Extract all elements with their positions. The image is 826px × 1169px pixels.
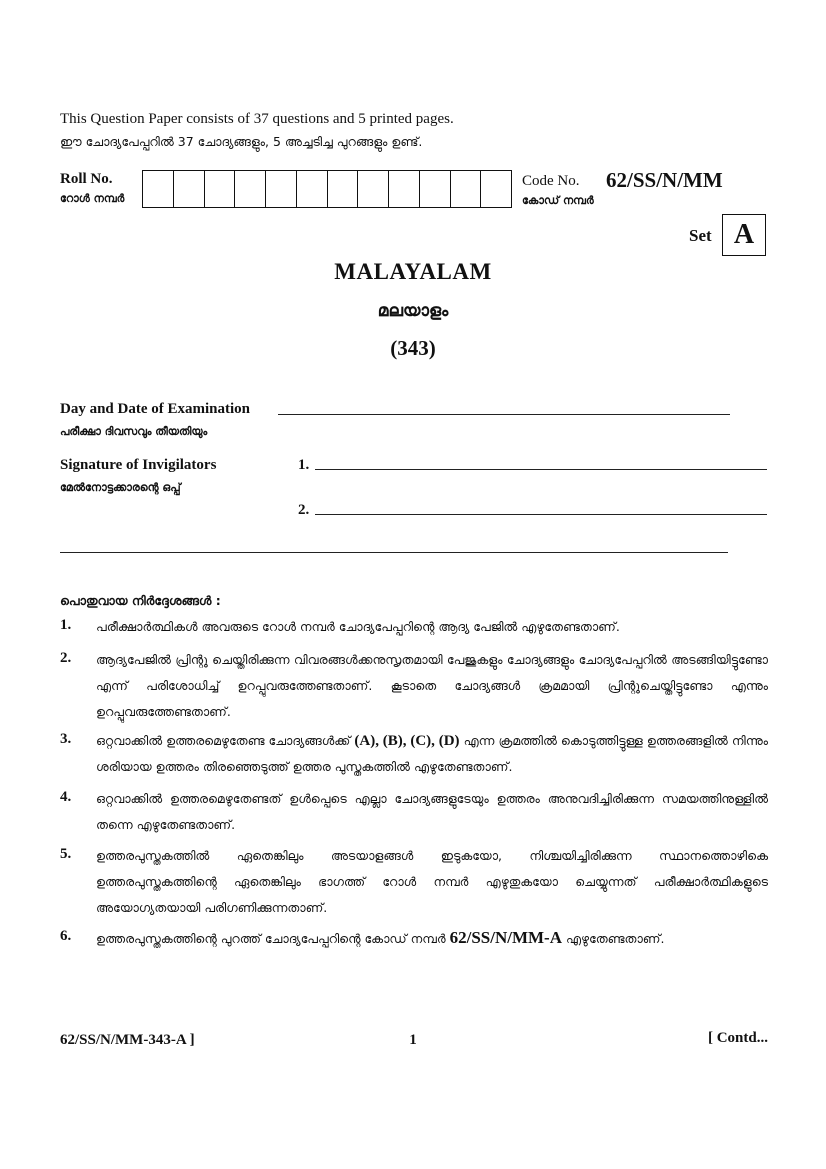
roll-number-boxes bbox=[142, 170, 512, 208]
instruction-2-number: 2. bbox=[60, 650, 72, 666]
intro-english: This Question Paper consists of 37 questions and 5 printed pages. bbox=[60, 111, 454, 127]
exam-date-label: Day and Date of Examination bbox=[60, 401, 251, 417]
roll-number-box[interactable] bbox=[235, 171, 266, 207]
instruction-6-code: 62/SS/N/MM-A bbox=[449, 928, 562, 947]
instruction-5-number: 5. bbox=[60, 846, 72, 862]
roll-number-box[interactable] bbox=[451, 171, 482, 207]
invigilator-signature-label-malayalam: മേൽനോട്ടക്കാരന്റെ ഒപ്പ് bbox=[60, 481, 181, 494]
roll-number-box[interactable] bbox=[389, 171, 420, 207]
subject-title: MALAYALAM bbox=[334, 259, 492, 284]
instruction-1-number: 1. bbox=[60, 617, 72, 633]
roll-number-box[interactable] bbox=[143, 171, 174, 207]
code-number-value: 62/SS/N/MM bbox=[606, 168, 723, 192]
set-value-box: A bbox=[722, 214, 766, 256]
intro-malayalam: ഈ ചോദ്യപേപ്പറിൽ 37 ചോദ്യങ്ങളും, 5 അച്ചടിച്ച പുറങ്ങളും ഉണ്ട്. bbox=[60, 134, 423, 149]
roll-number-box[interactable] bbox=[328, 171, 359, 207]
roll-number-box[interactable] bbox=[358, 171, 389, 207]
signature-2-line[interactable] bbox=[315, 514, 767, 515]
signature-1-number: 1. bbox=[298, 457, 310, 473]
instruction-6-text bbox=[96, 925, 768, 952]
instruction-3-text bbox=[96, 728, 768, 780]
exam-date-label-malayalam: പരീക്ഷാ ദിവസവും തീയതിയും bbox=[60, 425, 208, 438]
roll-number-box[interactable] bbox=[174, 171, 205, 207]
instruction-2-text: ആദ്യപേജിൽ പ്രിന്റു ചെയ്തിരിക്കുന്ന വിവരങ്ങൾക്കനുസൃതമായി പേജുകളും ചോദ്യങ്ങളും ചോദ്യപേപ്പറിൽ അടങ്ങിയിട്ടുണ്ടോ എന്ന് പരിശോധിച്ച് ഉറപ്പുവരുത്തേണ്ടതാണ്. കൂടാതെ ചോദ്യങ്ങൾ ക്രമമായി പ്രിന്റുചെയ്തിട്ടുണ്ടോ എന്നും ഉറപ്പുവരുത്തേണ്ടതാണ്. bbox=[96, 652, 768, 719]
instructions-heading: പൊതുവായ നിർദ്ദേശങ്ങൾ : bbox=[60, 593, 221, 608]
set-label: Set bbox=[689, 226, 712, 245]
roll-number-box[interactable] bbox=[297, 171, 328, 207]
roll-number-label: Roll No. bbox=[60, 171, 113, 187]
code-number-label: Code No. bbox=[522, 173, 580, 189]
roll-number-label-malayalam: റോൾ നമ്പർ bbox=[60, 192, 125, 205]
instruction-5-text: ഉത്തരപുസ്തകത്തിൽ ഏതെങ്കിലും അടയാളങ്ങൾ ഇടുകയോ, നിശ്ചയിച്ചിരിക്കുന്ന സ്ഥാനത്തൊഴികെ ഉത്തരപുസ്തകത്തിന്റെ ഏതെങ്കിലും ഭാഗത്ത് റോൾ നമ്പർ എഴുതുകയോ ചെയ്യുന്നത് പരീക്ഷാർത്ഥികളുടെ അയോഗ്യതയായി പരിഗണിക്കുന്നതാണ്. bbox=[96, 848, 768, 915]
roll-number-box[interactable] bbox=[481, 171, 511, 207]
instruction-3-number: 3. bbox=[60, 731, 72, 747]
subject-title-malayalam: മലയാളം bbox=[377, 301, 449, 321]
instruction-6-number: 6. bbox=[60, 928, 72, 944]
instruction-3-options: (A), (B), (C), (D) bbox=[354, 733, 460, 749]
invigilator-signature-label: Signature of Invigilators bbox=[60, 457, 217, 473]
footer-page-number: 1 bbox=[409, 1032, 417, 1048]
instruction-4-text: ഒറ്റവാക്കിൽ ഉത്തരമെഴുതേണ്ടത് ഉൾപ്പെടെ എല്ലാ ചോദ്യങ്ങളുടേയും ഉത്തരം അനുവദിച്ചിരിക്കുന്ന സമയത്തിനുള്ളിൽ തന്നെ എഴുതേണ്ടതാണ്. bbox=[96, 791, 768, 832]
instruction-3-text-after: എന്ന ക്രമത്തിൽ കൊടുത്തിട്ടുള്ള ഉത്തരങ്ങളിൽ നിന്നും ശരിയായ ഉത്തരം തിരഞ്ഞെടുത്ത് ഉത്തര പുസ്തകത്തിൽ എഴുതേണ്ടതാണ്. bbox=[96, 733, 768, 774]
signature-1-line[interactable] bbox=[315, 469, 767, 470]
subject-code: (343) bbox=[390, 336, 436, 360]
instruction-3-text-before: ഒറ്റവാക്കിൽ ഉത്തരമെഴുതേണ്ട ചോദ്യങ്ങൾക്ക് bbox=[96, 733, 351, 748]
roll-number-box[interactable] bbox=[266, 171, 297, 207]
exam-date-line[interactable] bbox=[278, 414, 730, 415]
footer-continued: [ Contd... bbox=[707, 1030, 768, 1046]
roll-number-box[interactable] bbox=[420, 171, 451, 207]
instruction-4-number: 4. bbox=[60, 789, 72, 805]
signature-2-number: 2. bbox=[298, 502, 310, 518]
roll-number-box[interactable] bbox=[205, 171, 236, 207]
footer-paper-code: 62/SS/N/MM-343-A ] bbox=[60, 1032, 195, 1048]
instruction-1-text: പരീക്ഷാർത്ഥികൾ അവരുടെ റോൾ നമ്പർ ചോദ്യപേപ്പറിന്റെ ആദ്യ പേജിൽ എഴുതേണ്ടതാണ്. bbox=[96, 619, 620, 634]
instruction-6-text-before: ഉത്തരപുസ്തകത്തിന്റെ പുറത്ത് ചോദ്യപേപ്പറിന്റെ കോഡ് നമ്പർ bbox=[96, 931, 446, 946]
section-divider bbox=[60, 552, 728, 553]
instruction-6-text-after: എഴുതേണ്ടതാണ്. bbox=[565, 931, 665, 946]
code-number-label-malayalam: കോഡ് നമ്പർ bbox=[522, 194, 594, 207]
